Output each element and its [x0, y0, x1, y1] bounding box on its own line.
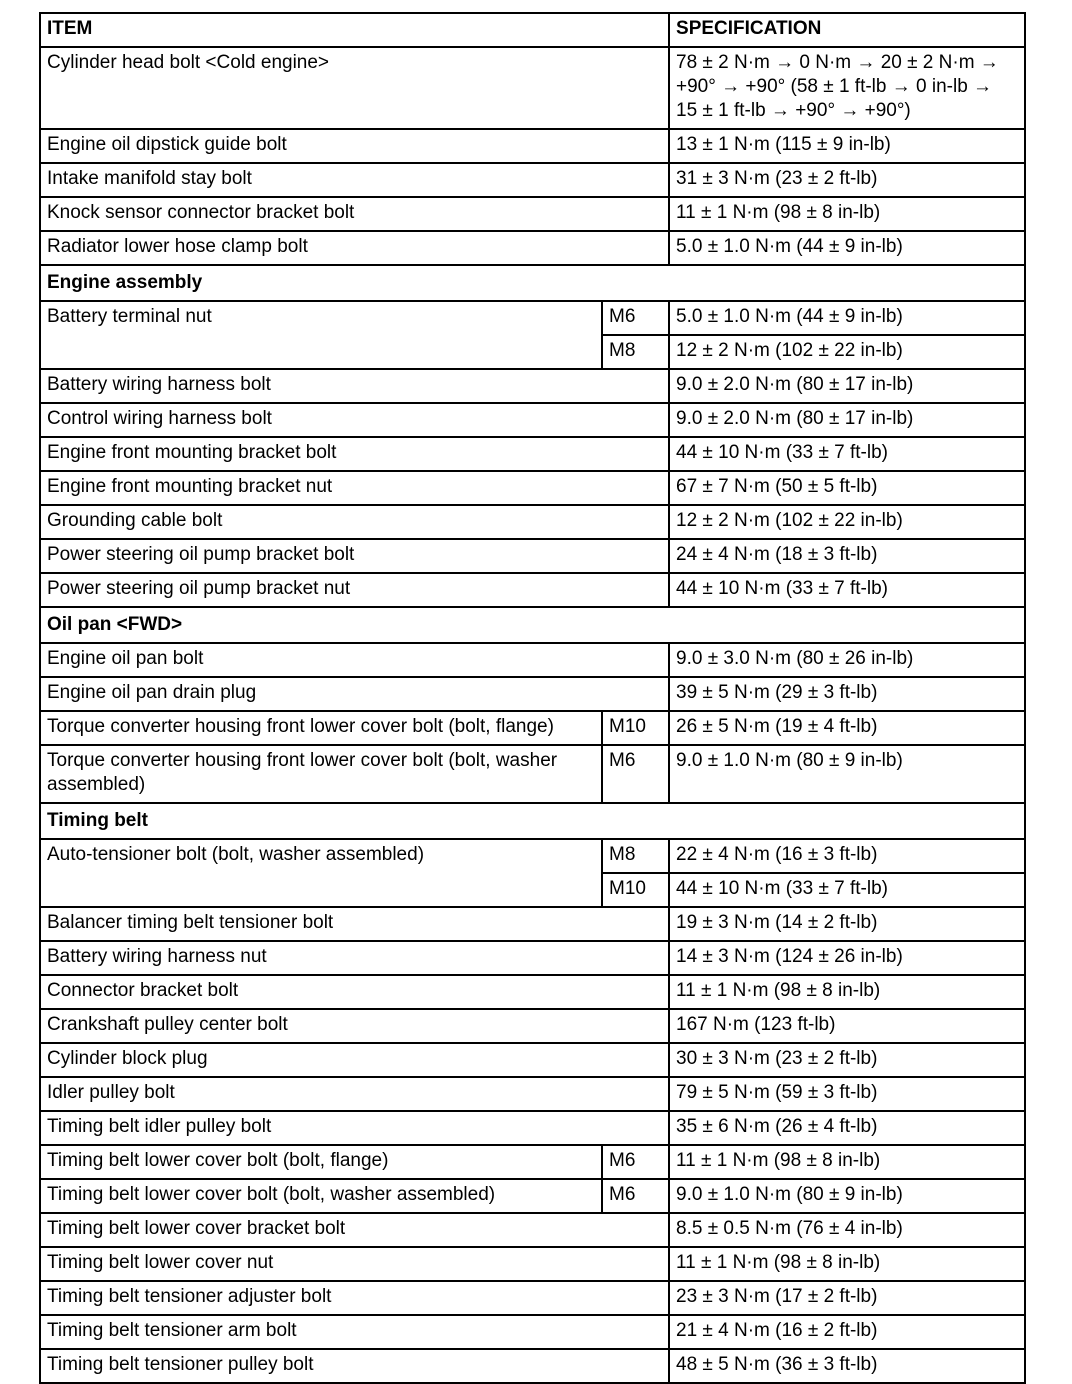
header-specification: SPECIFICATION	[669, 13, 1025, 47]
table-row	[40, 745, 1025, 803]
spec-cell: 8.5 ± 0.5 N·m (76 ± 4 in-lb)	[669, 1213, 1025, 1247]
item-cell: Torque converter housing front lower cover bolt (bolt, washer assembled)	[40, 745, 602, 803]
item-cell: Intake manifold stay bolt	[40, 163, 669, 197]
spec-cell: 44 ± 10 N·m (33 ± 7 ft-lb)	[669, 573, 1025, 607]
item-cell: Connector bracket bolt	[40, 975, 669, 1009]
size-cell: M6	[602, 301, 669, 335]
table-row	[40, 1009, 1025, 1043]
torque-spec-table	[39, 12, 1026, 1384]
table-row	[40, 839, 1025, 873]
table-row	[40, 711, 1025, 745]
item-cell: Battery wiring harness nut	[40, 941, 669, 975]
spec-cell: 30 ± 3 N·m (23 ± 2 ft-lb)	[669, 1043, 1025, 1077]
spec-cell: 9.0 ± 1.0 N·m (80 ± 9 in-lb)	[669, 745, 1025, 803]
item-cell: Radiator lower hose clamp bolt	[40, 231, 669, 265]
spec-cell: 9.0 ± 2.0 N·m (80 ± 17 in-lb)	[669, 369, 1025, 403]
item-cell: Crankshaft pulley center bolt	[40, 1009, 669, 1043]
item-cell: Balancer timing belt tensioner bolt	[40, 907, 669, 941]
size-cell: M8	[602, 335, 669, 369]
spec-cell: 9.0 ± 2.0 N·m (80 ± 17 in-lb)	[669, 403, 1025, 437]
spec-cell: 5.0 ± 1.0 N·m (44 ± 9 in-lb)	[669, 301, 1025, 335]
table-row	[40, 643, 1025, 677]
item-cell: Timing belt tensioner arm bolt	[40, 1315, 669, 1349]
table-row	[40, 301, 1025, 335]
item-cell: Grounding cable bolt	[40, 505, 669, 539]
size-cell: M6	[602, 745, 669, 803]
spec-cell: 13 ± 1 N·m (115 ± 9 in-lb)	[669, 129, 1025, 163]
section-row	[40, 265, 1025, 301]
table-row	[40, 163, 1025, 197]
spec-cell: 24 ± 4 N·m (18 ± 3 ft-lb)	[669, 539, 1025, 573]
item-cell: Auto-tensioner bolt (bolt, washer assembled)	[40, 839, 602, 907]
item-cell: Timing belt idler pulley bolt	[40, 1111, 669, 1145]
section-title: Engine assembly	[40, 265, 1025, 301]
item-cell: Cylinder head bolt <Cold engine>	[40, 47, 669, 129]
section-title: Oil pan <FWD>	[40, 607, 1025, 643]
table-row	[40, 403, 1025, 437]
table-row	[40, 573, 1025, 607]
item-cell: Engine oil pan drain plug	[40, 677, 669, 711]
header-item: ITEM	[40, 13, 669, 47]
spec-cell: 44 ± 10 N·m (33 ± 7 ft-lb)	[669, 873, 1025, 907]
table-row	[40, 941, 1025, 975]
item-cell: Battery wiring harness bolt	[40, 369, 669, 403]
table-row	[40, 1349, 1025, 1383]
table-row	[40, 1281, 1025, 1315]
section-title: Timing belt	[40, 803, 1025, 839]
spec-cell: 12 ± 2 N·m (102 ± 22 in-lb)	[669, 505, 1025, 539]
spec-cell: 9.0 ± 1.0 N·m (80 ± 9 in-lb)	[669, 1179, 1025, 1213]
spec-cell: 67 ± 7 N·m (50 ± 5 ft-lb)	[669, 471, 1025, 505]
table-header-row	[40, 13, 1025, 47]
item-cell: Timing belt lower cover bolt (bolt, flange)	[40, 1145, 602, 1179]
spec-cell: 44 ± 10 N·m (33 ± 7 ft-lb)	[669, 437, 1025, 471]
spec-cell: 14 ± 3 N·m (124 ± 26 in-lb)	[669, 941, 1025, 975]
spec-cell: 22 ± 4 N·m (16 ± 3 ft-lb)	[669, 839, 1025, 873]
table-row	[40, 1145, 1025, 1179]
table-row	[40, 47, 1025, 129]
table-row	[40, 975, 1025, 1009]
item-cell: Engine oil dipstick guide bolt	[40, 129, 669, 163]
table-row	[40, 505, 1025, 539]
item-cell: Cylinder block plug	[40, 1043, 669, 1077]
table-row	[40, 907, 1025, 941]
item-cell: Engine front mounting bracket bolt	[40, 437, 669, 471]
spec-cell: 26 ± 5 N·m (19 ± 4 ft-lb)	[669, 711, 1025, 745]
spec-cell: 21 ± 4 N·m (16 ± 2 ft-lb)	[669, 1315, 1025, 1349]
item-cell: Power steering oil pump bracket bolt	[40, 539, 669, 573]
spec-cell: 39 ± 5 N·m (29 ± 3 ft-lb)	[669, 677, 1025, 711]
table-row	[40, 539, 1025, 573]
table-row	[40, 1077, 1025, 1111]
spec-cell: 12 ± 2 N·m (102 ± 22 in-lb)	[669, 335, 1025, 369]
section-row	[40, 607, 1025, 643]
table-row	[40, 197, 1025, 231]
table-row	[40, 369, 1025, 403]
size-cell: M8	[602, 839, 669, 873]
section-row	[40, 803, 1025, 839]
spec-cell: 9.0 ± 3.0 N·m (80 ± 26 in-lb)	[669, 643, 1025, 677]
item-cell: Knock sensor connector bracket bolt	[40, 197, 669, 231]
item-cell: Timing belt tensioner adjuster bolt	[40, 1281, 669, 1315]
item-cell: Timing belt lower cover bracket bolt	[40, 1213, 669, 1247]
size-cell: M6	[602, 1179, 669, 1213]
size-cell: M10	[602, 873, 669, 907]
item-cell: Battery terminal nut	[40, 301, 602, 369]
item-cell: Power steering oil pump bracket nut	[40, 573, 669, 607]
spec-cell: 5.0 ± 1.0 N·m (44 ± 9 in-lb)	[669, 231, 1025, 265]
table-row	[40, 1315, 1025, 1349]
spec-cell: 79 ± 5 N·m (59 ± 3 ft-lb)	[669, 1077, 1025, 1111]
item-cell: Engine oil pan bolt	[40, 643, 669, 677]
spec-cell: 23 ± 3 N·m (17 ± 2 ft-lb)	[669, 1281, 1025, 1315]
spec-cell: 11 ± 1 N·m (98 ± 8 in-lb)	[669, 1145, 1025, 1179]
table-row	[40, 1111, 1025, 1145]
table-row	[40, 1213, 1025, 1247]
spec-cell: 78 ± 2 N·m → 0 N·m → 20 ± 2 N·m → +90° → +90° (58 ± 1 ft-lb → 0 in-lb → 15 ± 1 ft-lb → +90° → +90°)	[669, 47, 1025, 129]
item-cell: Timing belt tensioner pulley bolt	[40, 1349, 669, 1383]
item-cell: Timing belt lower cover nut	[40, 1247, 669, 1281]
table-row	[40, 437, 1025, 471]
spec-cell: 167 N·m (123 ft-lb)	[669, 1009, 1025, 1043]
item-cell: Engine front mounting bracket nut	[40, 471, 669, 505]
table-row	[40, 471, 1025, 505]
table-row	[40, 1179, 1025, 1213]
table-row	[40, 129, 1025, 163]
table-row	[40, 1043, 1025, 1077]
spec-cell: 19 ± 3 N·m (14 ± 2 ft-lb)	[669, 907, 1025, 941]
spec-cell: 11 ± 1 N·m (98 ± 8 in-lb)	[669, 197, 1025, 231]
spec-cell: 31 ± 3 N·m (23 ± 2 ft-lb)	[669, 163, 1025, 197]
item-cell: Control wiring harness bolt	[40, 403, 669, 437]
item-cell: Idler pulley bolt	[40, 1077, 669, 1111]
spec-cell: 35 ± 6 N·m (26 ± 4 ft-lb)	[669, 1111, 1025, 1145]
spec-cell: 11 ± 1 N·m (98 ± 8 in-lb)	[669, 975, 1025, 1009]
table-row	[40, 1247, 1025, 1281]
spec-cell: 48 ± 5 N·m (36 ± 3 ft-lb)	[669, 1349, 1025, 1383]
item-cell: Torque converter housing front lower cover bolt (bolt, flange)	[40, 711, 602, 745]
table-row	[40, 677, 1025, 711]
size-cell: M10	[602, 711, 669, 745]
table-row	[40, 231, 1025, 265]
spec-cell: 11 ± 1 N·m (98 ± 8 in-lb)	[669, 1247, 1025, 1281]
item-cell: Timing belt lower cover bolt (bolt, washer assembled)	[40, 1179, 602, 1213]
size-cell: M6	[602, 1145, 669, 1179]
